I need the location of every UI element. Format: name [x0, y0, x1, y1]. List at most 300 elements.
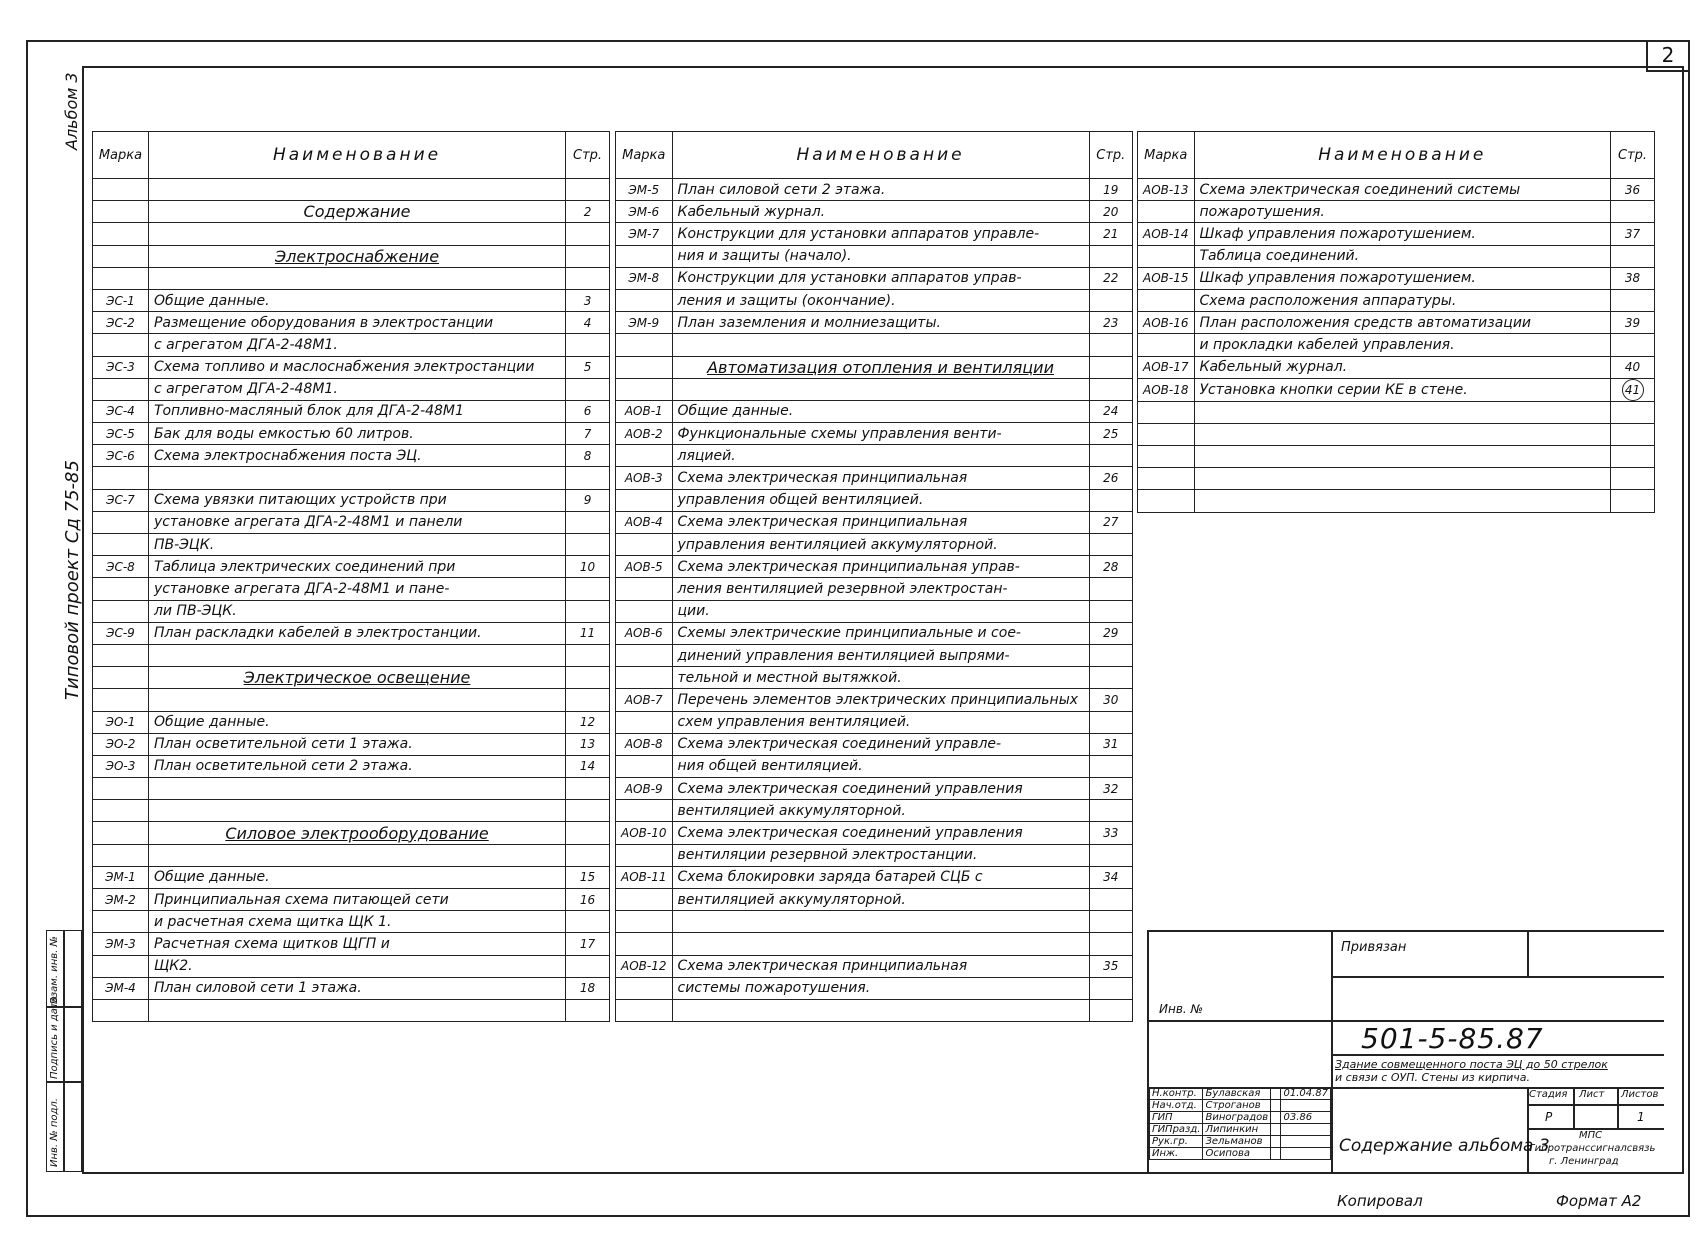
row-page — [566, 800, 610, 822]
toc-row — [616, 889, 1133, 911]
row-name: и расчетная схема щитка ЩК 1. — [148, 911, 565, 933]
signature-row — [1150, 1148, 1331, 1160]
row-page: 17 — [566, 933, 610, 955]
row-name — [148, 179, 565, 201]
row-page — [1089, 445, 1132, 467]
row-code — [93, 822, 149, 844]
toc-row — [1138, 423, 1655, 445]
row-name: Кабельный журнал. — [672, 201, 1089, 223]
row-page — [1089, 711, 1132, 733]
toc-row — [616, 977, 1133, 999]
row-code — [93, 999, 149, 1021]
toc-row — [1138, 490, 1655, 512]
row-page: 38 — [1611, 267, 1655, 289]
toc-row — [93, 511, 610, 533]
sheets-label: Листов — [1621, 1089, 1659, 1100]
toc-row — [93, 334, 610, 356]
row-code: ЭО-3 — [93, 755, 149, 777]
toc-row — [93, 889, 610, 911]
row-code — [93, 467, 149, 489]
row-page — [1089, 489, 1132, 511]
toc-row — [93, 667, 610, 689]
row-code: ЭМ-7 — [616, 223, 673, 245]
sig-signature — [1271, 1088, 1281, 1100]
row-code: АОВ-6 — [616, 622, 673, 644]
row-page: 32 — [1089, 778, 1132, 800]
row-name: с агрегатом ДГА-2-48М1. — [148, 334, 565, 356]
row-code: ЭС-7 — [93, 489, 149, 511]
row-code — [616, 378, 673, 400]
row-page — [566, 600, 610, 622]
row-name: и прокладки кабелей управления. — [1194, 334, 1611, 356]
toc-row — [93, 977, 610, 999]
toc-row — [616, 223, 1133, 245]
toc-row — [93, 201, 610, 223]
sig-signature — [1271, 1100, 1281, 1112]
row-page: 28 — [1089, 556, 1132, 578]
row-name — [148, 844, 565, 866]
row-page — [1611, 334, 1655, 356]
row-page: 23 — [1089, 312, 1132, 334]
row-page — [1611, 468, 1655, 490]
row-page — [566, 822, 610, 844]
row-name: Силовое электрооборудование — [148, 822, 565, 844]
toc-row — [616, 933, 1133, 955]
row-name: ления и защиты (окончание). — [672, 289, 1089, 311]
toc-row — [1138, 312, 1655, 334]
row-page — [566, 511, 610, 533]
toc-table-3 — [1137, 131, 1655, 513]
row-code — [616, 667, 673, 689]
row-page — [1089, 578, 1132, 600]
row-code: АОВ-2 — [616, 423, 673, 445]
header-mark: Марка — [1138, 132, 1195, 179]
row-page — [566, 334, 610, 356]
row-name: Конструкции для установки аппаратов управле- — [672, 223, 1089, 245]
toc-row — [616, 955, 1133, 977]
row-page — [1089, 933, 1132, 955]
toc-row — [93, 578, 610, 600]
row-name: установке агрегата ДГА-2-48М1 и панели — [148, 511, 565, 533]
row-code — [93, 534, 149, 556]
toc-row — [93, 467, 610, 489]
row-name: ния общей вентиляцией. — [672, 755, 1089, 777]
row-code: ЭС-9 — [93, 622, 149, 644]
row-page: 16 — [566, 889, 610, 911]
row-page: 3 — [566, 289, 610, 311]
row-page — [1089, 534, 1132, 556]
toc-row — [616, 800, 1133, 822]
sig-signature — [1271, 1136, 1281, 1148]
row-page: 9 — [566, 489, 610, 511]
format-label: Формат А2 — [1556, 1192, 1642, 1210]
row-code — [616, 800, 673, 822]
row-name: вентиляцией аккумуляторной. — [672, 800, 1089, 822]
row-code — [616, 977, 673, 999]
toc-row — [616, 467, 1133, 489]
signature-row — [1150, 1112, 1331, 1124]
sig-date — [1281, 1124, 1331, 1136]
row-code — [93, 800, 149, 822]
row-code: ЭС-2 — [93, 312, 149, 334]
toc-row — [616, 312, 1133, 334]
row-name — [1194, 446, 1611, 468]
row-page: 22 — [1089, 267, 1132, 289]
row-name: Размещение оборудования в электростанции — [148, 312, 565, 334]
toc-row — [93, 911, 610, 933]
row-name: Бак для воды емкостью 60 литров. — [148, 423, 565, 445]
sheet-value: 1 — [1637, 1110, 1645, 1124]
toc-row — [616, 201, 1133, 223]
sheet-label: Лист — [1579, 1089, 1605, 1100]
row-page: 40 — [1611, 356, 1655, 378]
row-page: 34 — [1089, 866, 1132, 888]
row-page: 35 — [1089, 955, 1132, 977]
row-page: 29 — [1089, 622, 1132, 644]
row-code — [1138, 245, 1195, 267]
row-code — [93, 245, 149, 267]
row-name: План силовой сети 2 этажа. — [672, 179, 1089, 201]
side-stamp-label-1: Инв. № подл. — [49, 1098, 60, 1167]
row-page: 39 — [1611, 312, 1655, 334]
toc-row — [93, 534, 610, 556]
row-code — [93, 511, 149, 533]
row-page — [1611, 245, 1655, 267]
row-name: План осветительной сети 2 этажа. — [148, 755, 565, 777]
row-page — [566, 578, 610, 600]
row-code: ЭО-1 — [93, 711, 149, 733]
row-code — [93, 223, 149, 245]
row-page: 15 — [566, 866, 610, 888]
header-name: Наименование — [1194, 132, 1611, 179]
toc-row — [616, 711, 1133, 733]
sheet-number: 2 — [1646, 40, 1688, 72]
sig-date: 01.04.87 — [1281, 1088, 1331, 1100]
sig-signature — [1271, 1124, 1281, 1136]
row-page — [1089, 999, 1132, 1021]
signatures-table — [1149, 1087, 1331, 1160]
row-name: Таблица электрических соединений при — [148, 556, 565, 578]
row-code: ЭМ-6 — [616, 201, 673, 223]
row-name: Схема электрическая принципиальная — [672, 511, 1089, 533]
toc-row — [616, 667, 1133, 689]
row-name: тельной и местной вытяжкой. — [672, 667, 1089, 689]
row-name — [148, 644, 565, 666]
toc-row — [1138, 289, 1655, 311]
toc-row — [616, 778, 1133, 800]
toc-row — [93, 933, 610, 955]
row-code — [1138, 423, 1195, 445]
row-name: Функциональные схемы управления венти- — [672, 423, 1089, 445]
toc-row — [93, 356, 610, 378]
row-code — [616, 755, 673, 777]
toc-row — [616, 689, 1133, 711]
row-code — [616, 911, 673, 933]
signature-row — [1150, 1136, 1331, 1148]
row-name: ЩК2. — [148, 955, 565, 977]
row-name — [672, 334, 1089, 356]
toc-row — [93, 289, 610, 311]
row-page — [566, 644, 610, 666]
row-name: План расположения средств автоматизации — [1194, 312, 1611, 334]
toc-row — [93, 844, 610, 866]
sig-date: 03.86 — [1281, 1112, 1331, 1124]
signature-row — [1150, 1100, 1331, 1112]
row-name: ции. — [672, 600, 1089, 622]
row-page: 11 — [566, 622, 610, 644]
row-page — [1611, 201, 1655, 223]
row-name: управления вентиляцией аккумуляторной. — [672, 534, 1089, 556]
toc-row — [616, 445, 1133, 467]
row-name — [1194, 490, 1611, 512]
row-code: ЭС-4 — [93, 400, 149, 422]
row-name: Схема электрическая принципиальная — [672, 955, 1089, 977]
header-page: Стр. — [1611, 132, 1655, 179]
row-code — [616, 578, 673, 600]
row-code: ЭМ-3 — [93, 933, 149, 955]
row-code — [1138, 468, 1195, 490]
row-code — [93, 334, 149, 356]
row-code — [616, 999, 673, 1021]
row-name: Шкаф управления пожаротушением. — [1194, 223, 1611, 245]
row-page: 25 — [1089, 423, 1132, 445]
row-page: 24 — [1089, 400, 1132, 422]
stage-label: Стадия — [1529, 1089, 1568, 1100]
toc-row — [1138, 245, 1655, 267]
title-block — [1147, 930, 1664, 1172]
row-code — [1138, 490, 1195, 512]
bound-label: Привязан — [1341, 940, 1407, 955]
row-code: АОВ-17 — [1138, 356, 1195, 378]
toc-row — [93, 312, 610, 334]
row-code: АОВ-11 — [616, 866, 673, 888]
row-page — [1611, 378, 1655, 401]
row-name: Схемы электрические принципиальные и сое- — [672, 622, 1089, 644]
side-stamp-label-3: Взам. инв. № — [49, 936, 60, 1004]
row-page — [1089, 378, 1132, 400]
row-name: Принципиальная схема питающей сети — [148, 889, 565, 911]
project-desc-2: и связи с ОУП. Стены из кирпича. — [1335, 1071, 1531, 1084]
row-page — [566, 223, 610, 245]
row-name — [672, 933, 1089, 955]
header-page: Стр. — [566, 132, 610, 179]
header-name: Наименование — [148, 132, 565, 179]
row-code — [1138, 446, 1195, 468]
sig-signature — [1271, 1112, 1281, 1124]
toc-row — [93, 267, 610, 289]
row-page — [1611, 401, 1655, 423]
toc-row — [93, 489, 610, 511]
row-code: АОВ-12 — [616, 955, 673, 977]
row-name — [148, 223, 565, 245]
toc-row — [616, 600, 1133, 622]
sig-date — [1281, 1148, 1331, 1160]
toc-row — [93, 689, 610, 711]
row-page — [566, 179, 610, 201]
row-code: ЭМ-5 — [616, 179, 673, 201]
row-code: ЭМ-4 — [93, 977, 149, 999]
row-name: Схема электрическая соединений системы — [1194, 179, 1611, 201]
row-name: Схема увязки питающих устройств при — [148, 489, 565, 511]
row-name: управления общей вентиляцией. — [672, 489, 1089, 511]
row-page: 26 — [1089, 467, 1132, 489]
row-page — [566, 267, 610, 289]
toc-row — [616, 245, 1133, 267]
row-page: 12 — [566, 711, 610, 733]
row-code: АОВ-10 — [616, 822, 673, 844]
row-name: Общие данные. — [148, 711, 565, 733]
row-page — [1611, 423, 1655, 445]
row-name: Общие данные. — [672, 400, 1089, 422]
row-name — [148, 467, 565, 489]
toc-row — [93, 556, 610, 578]
row-code — [93, 667, 149, 689]
toc-row — [616, 179, 1133, 201]
row-code: АОВ-14 — [1138, 223, 1195, 245]
row-name: Схема электрическая принципиальная — [672, 467, 1089, 489]
row-name: План осветительной сети 1 этажа. — [148, 733, 565, 755]
row-name: План заземления и молниезащиты. — [672, 312, 1089, 334]
row-name — [1194, 423, 1611, 445]
sig-person: Осипова — [1203, 1148, 1271, 1160]
row-code: ЭО-2 — [93, 733, 149, 755]
row-name: Автоматизация отопления и вентиляции — [672, 356, 1089, 378]
toc-row — [616, 489, 1133, 511]
row-name: Схема электрическая принципиальная управ- — [672, 556, 1089, 578]
header-mark: Марка — [616, 132, 673, 179]
row-page — [566, 378, 610, 400]
row-page: 30 — [1089, 689, 1132, 711]
row-page: 18 — [566, 977, 610, 999]
row-code: ЭМ-1 — [93, 866, 149, 888]
row-page: 2 — [566, 201, 610, 223]
row-code: ЭМ-2 — [93, 889, 149, 911]
row-code: ЭС-8 — [93, 556, 149, 578]
row-name: Схема электрическая соединений управления — [672, 822, 1089, 844]
row-name: Схема блокировки заряда батарей СЦБ с — [672, 866, 1089, 888]
sheet-title: Содержание альбома 3 — [1339, 1136, 1550, 1156]
row-code — [1138, 401, 1195, 423]
row-page — [1089, 245, 1132, 267]
row-page — [566, 999, 610, 1021]
row-code: АОВ-3 — [616, 467, 673, 489]
row-name: пожаротушения. — [1194, 201, 1611, 223]
row-name — [148, 999, 565, 1021]
row-name: Установка кнопки серии КЕ в стене. — [1194, 378, 1611, 401]
toc-row — [616, 267, 1133, 289]
row-page — [566, 911, 610, 933]
toc-row — [616, 733, 1133, 755]
row-page — [1611, 446, 1655, 468]
row-page: 21 — [1089, 223, 1132, 245]
org-2: Гипротранссигналсвязь — [1529, 1143, 1656, 1154]
row-name — [1194, 468, 1611, 490]
row-code — [93, 600, 149, 622]
toc-table-2 — [615, 131, 1133, 1022]
row-page: 31 — [1089, 733, 1132, 755]
toc-row — [1138, 446, 1655, 468]
row-page — [1089, 755, 1132, 777]
sig-person: Виноградов — [1203, 1112, 1271, 1124]
row-code — [93, 844, 149, 866]
row-name: Схема электроснабжения поста ЭЦ. — [148, 445, 565, 467]
row-page: 19 — [1089, 179, 1132, 201]
signature-row — [1150, 1124, 1331, 1136]
toc-row — [93, 866, 610, 888]
toc-row — [93, 755, 610, 777]
row-page — [566, 689, 610, 711]
sig-role: Рук.гр. — [1150, 1136, 1203, 1148]
toc-row — [93, 711, 610, 733]
row-page — [1089, 667, 1132, 689]
row-name: Схема расположения аппаратуры. — [1194, 289, 1611, 311]
row-code: ЭС-3 — [93, 356, 149, 378]
row-name: схем управления вентиляцией. — [672, 711, 1089, 733]
org-1: МПС — [1579, 1130, 1603, 1141]
row-name: установке агрегата ДГА-2-48М1 и пане- — [148, 578, 565, 600]
row-code — [616, 600, 673, 622]
toc-row — [93, 600, 610, 622]
row-page: 8 — [566, 445, 610, 467]
row-name — [672, 999, 1089, 1021]
row-code: АОВ-9 — [616, 778, 673, 800]
row-code — [616, 534, 673, 556]
row-name: Схема топливо и маслоснабжения электростанции — [148, 356, 565, 378]
inv-label: Инв. № — [1159, 1002, 1204, 1016]
row-code: АОВ-18 — [1138, 378, 1195, 401]
toc-row — [616, 289, 1133, 311]
sig-person: Зельманов — [1203, 1136, 1271, 1148]
row-name: динений управления вентиляцией выпрями- — [672, 644, 1089, 666]
side-stamp — [46, 930, 82, 1172]
toc-row — [616, 999, 1133, 1021]
row-page — [566, 844, 610, 866]
row-code — [93, 778, 149, 800]
row-name: вентиляцией аккумуляторной. — [672, 889, 1089, 911]
toc-row — [93, 644, 610, 666]
project-desc-1: Здание совмещенного поста ЭЦ до 50 стрелок — [1335, 1058, 1608, 1071]
row-page — [566, 245, 610, 267]
row-page — [1089, 889, 1132, 911]
row-name: Топливно-масляный блок для ДГА-2-48М1 — [148, 400, 565, 422]
row-code: ЭС-1 — [93, 289, 149, 311]
row-page — [1089, 600, 1132, 622]
row-code: ЭМ-8 — [616, 267, 673, 289]
row-page: 13 — [566, 733, 610, 755]
toc-row — [93, 733, 610, 755]
row-code — [93, 644, 149, 666]
row-page — [1611, 289, 1655, 311]
toc-row — [1138, 401, 1655, 423]
row-page: 5 — [566, 356, 610, 378]
toc-row — [616, 644, 1133, 666]
row-name: Общие данные. — [148, 866, 565, 888]
toc-row — [1138, 223, 1655, 245]
toc-row — [93, 423, 610, 445]
row-name — [1194, 401, 1611, 423]
row-name: Электроснабжение — [148, 245, 565, 267]
toc-row — [93, 245, 610, 267]
toc-row — [93, 378, 610, 400]
toc-row — [616, 822, 1133, 844]
toc-row — [93, 179, 610, 201]
row-code — [616, 933, 673, 955]
row-code — [616, 489, 673, 511]
row-name: ли ПВ-ЭЦК. — [148, 600, 565, 622]
sig-role: ГИПразд. — [1150, 1124, 1203, 1136]
row-name: вентиляции резервной электростанции. — [672, 844, 1089, 866]
row-page — [566, 667, 610, 689]
